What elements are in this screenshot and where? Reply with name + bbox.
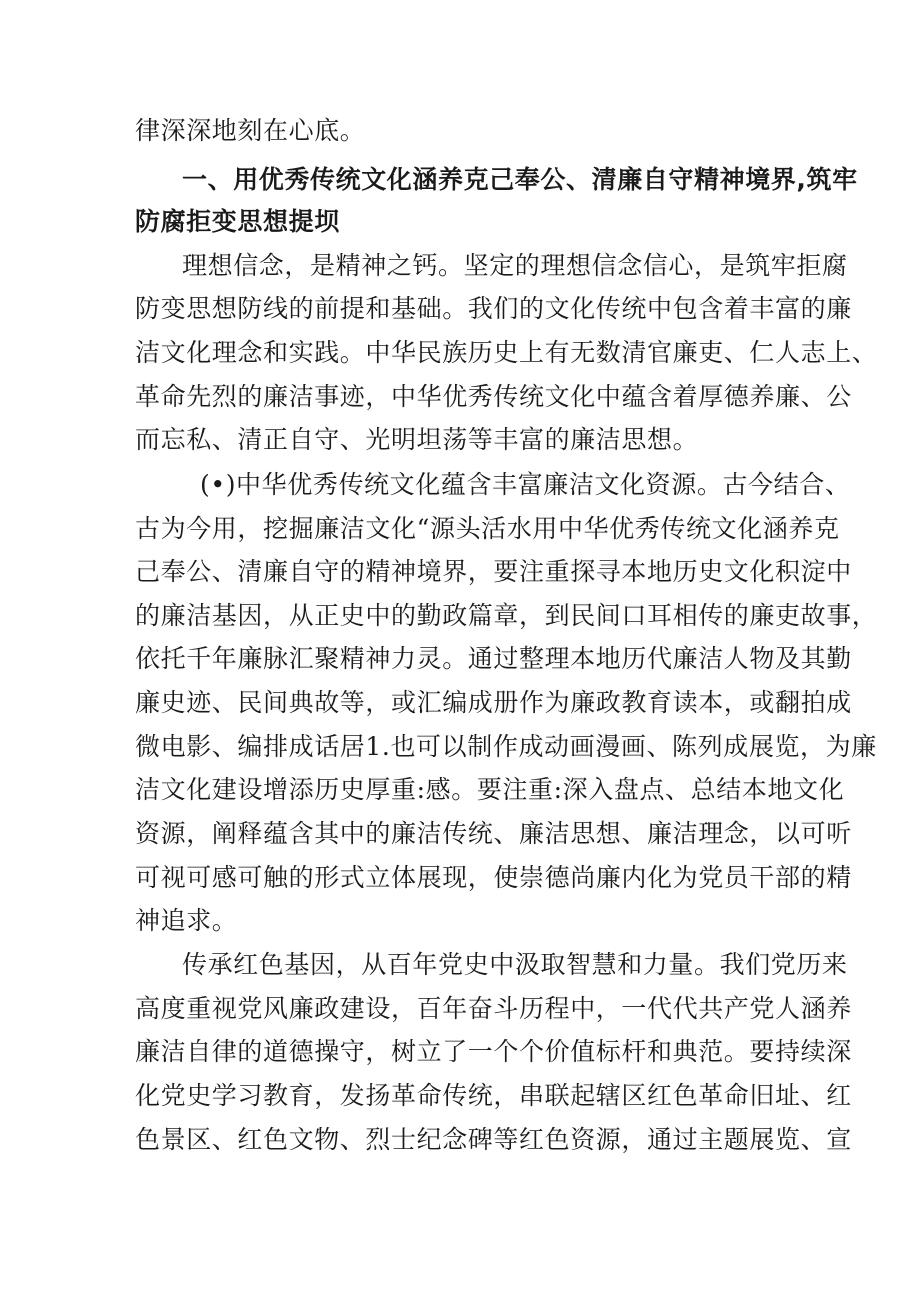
paragraph-line: 依托千年廉脉汇聚精神力灵。通过整理本地历代廉洁人物及其勤 — [135, 644, 852, 673]
paragraph-line: 高度重视党风廉政建设，百年奋斗历程中，一代代共产党人涵养 — [135, 994, 852, 1023]
paragraph-line: 微电影、编排成话居1.也可以制作成动画漫画、陈列成展览，为廉 — [135, 732, 877, 761]
continuation-line: 律深深地刻在心底。 — [135, 116, 366, 145]
paragraph-line: 洁文化理念和实践。中华民族历史上有无数清官廉吏、仁人志上、 — [135, 338, 878, 367]
paragraph-line: 色景区、红色文物、烈士纪念碑等红色资源，通过主题展览、宣 — [135, 1125, 852, 1154]
paragraph-line: 神追求。 — [135, 906, 238, 935]
paragraph-line: 资源，阐释蕴含其中的廉洁传统、廉洁思想、廉洁理念，以可听 — [135, 819, 852, 848]
paragraph-line: 廉洁自律的道德操守，树立了一个个价值标杆和典范。要持续深 — [135, 1037, 852, 1066]
paragraph-line: 而忘私、清正自守、光明坦荡等丰富的廉洁思想。 — [135, 425, 699, 454]
paragraph-line: 古为今用，挖掘廉洁文化“源头活水用中华优秀传统文化涵养克 — [135, 514, 840, 543]
paragraph-line: 己奉公、清廉自守的精神境界，要注重探寻本地历史文化积淀中 — [135, 557, 852, 586]
paragraph-line: 的廉洁基因，从正史中的勤政篇章，到民间口耳相传的廉吏故事， — [135, 601, 878, 630]
paragraph-line: 理想信念，是精神之钙。坚定的理想信念信心，是筑牢拒腐 — [182, 251, 848, 280]
section-heading-line: 一、用优秀传统文化涵养克己奉公、清廉自守精神境界,筑牢 — [182, 165, 858, 194]
paragraph-line: 革命先烈的廉洁事迹，中华优秀传统文化中蕴含着厚德养廉、公 — [135, 382, 852, 411]
paragraph-line: 可视可感可触的形式立体展现，使崇德尚廉内化为党员干部的精 — [135, 863, 852, 892]
paragraph-line: 化党史学习教育，发扬革命传统，串联起辖区红色革命旧址、红 — [135, 1081, 852, 1110]
paragraph-line: 廉史迹、民间典故等，或汇编成册作为廉政教育读本，或翻拍成 — [135, 688, 852, 717]
paragraph-line: 传承红色基因，从百年党史中汲取智慧和力量。我们党历来 — [182, 950, 848, 979]
paragraph-line: (•)中华优秀传统文化蕴含丰富廉洁文化资源。古今结合、 — [200, 470, 851, 499]
paragraph-line: 防变思想防线的前提和基础。我们的文化传统中包含着丰富的廉 — [135, 294, 852, 323]
paragraph-line: 洁文化建设增添历史厚重:感。要注重:深入盘点、总结本地文化 — [135, 775, 845, 804]
section-heading-line: 防腐拒变思想提坝 — [135, 207, 340, 236]
